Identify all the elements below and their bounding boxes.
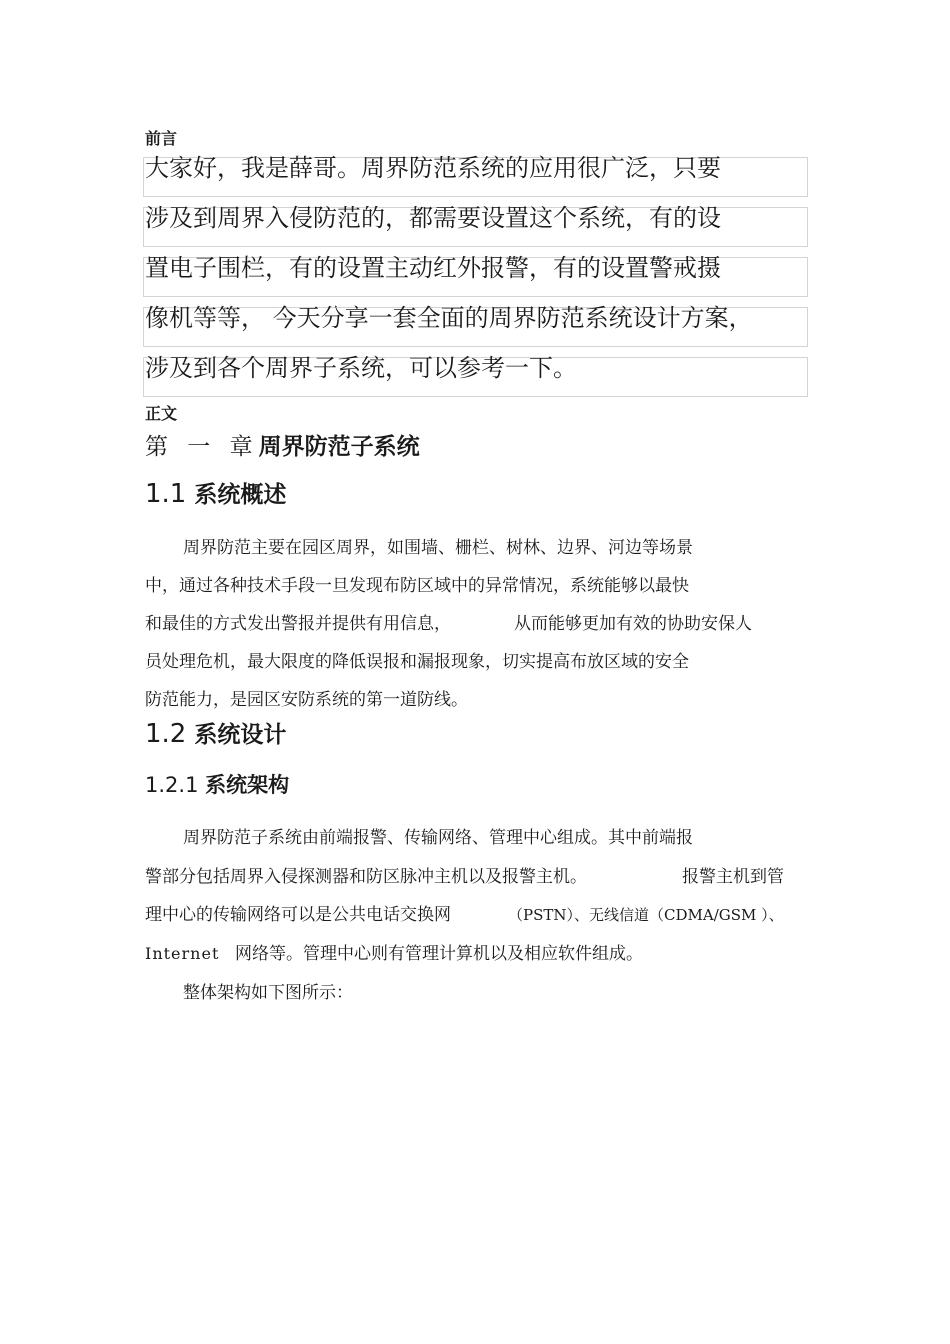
intro-line: 置电子围栏，有的设置主动红外报警，有的设置警戒摄 xyxy=(145,254,721,282)
paragraph-line: 整体架构如下图所示： xyxy=(183,983,353,1003)
paragraph-line: 网络等。管理中心则有管理计算机以及相应软件组成。 xyxy=(235,944,643,964)
section-number: 1.1 xyxy=(145,479,187,509)
paragraph-line: 员处理危机，最大限度的降低误报和漏报现象，切实提高布放区域的安全 xyxy=(145,652,689,672)
paragraph-line: 防范能力，是园区安防系统的第一道防线。 xyxy=(145,690,468,710)
paragraph-line: 中，通过各种技术手段一旦发现布防区域中的异常情况，系统能够以最快 xyxy=(145,576,689,596)
section-number: 1.2 xyxy=(145,719,187,749)
subsection-title: 系统架构 xyxy=(205,773,290,797)
section-title: 系统设计 xyxy=(194,722,287,748)
section-heading-1-1 xyxy=(145,476,286,509)
intro-line: 像机等等， 今天分享一套全面的周界防范系统设计方案， xyxy=(145,304,753,332)
subsection-number: 1.2.1 xyxy=(145,773,199,797)
paragraph-line: Internet xyxy=(145,944,220,963)
paragraph-line: 和最佳的方式发出警报并提供有用信息， xyxy=(145,614,451,634)
preface-label: 前言 xyxy=(145,129,178,148)
subsection-heading-1-2-1 xyxy=(145,769,289,799)
chapter-prefix: 第 一 章 xyxy=(145,434,259,460)
chapter-title: 周界防范子系统 xyxy=(258,434,420,460)
paragraph-line: 周界防范主要在园区周界，如围墙、栅栏、树林、边界、河边等场景 xyxy=(183,538,693,558)
paragraph-line: 周界防范子系统由前端报警、传输网络、管理中心组成。其中前端报 xyxy=(183,828,693,848)
body-label: 正文 xyxy=(145,404,178,423)
section-heading-1-2 xyxy=(145,716,286,749)
intro-line: 涉及到各个周界子系统，可以参考一下。 xyxy=(145,354,577,382)
paragraph-line: 警部分包括周界入侵探测器和防区脉冲主机以及报警主机。 xyxy=(145,867,587,887)
paragraph-line: 报警主机到管 xyxy=(682,867,784,887)
paragraph-line: 从而能够更加有效的协助安保人 xyxy=(514,614,752,634)
section-title: 系统概述 xyxy=(194,482,287,508)
intro-line: 涉及到周界入侵防范的，都需要设置这个系统，有的设 xyxy=(145,204,721,232)
paragraph-line: （PSTN）、无线信道（CDMA/GSM ）、 xyxy=(508,906,784,924)
paragraph-line: 理中心的传输网络可以是公共电话交换网 xyxy=(145,905,451,925)
chapter-heading xyxy=(145,428,420,461)
intro-line: 大家好，我是薛哥。周界防范系统的应用很广泛，只要 xyxy=(145,154,721,182)
